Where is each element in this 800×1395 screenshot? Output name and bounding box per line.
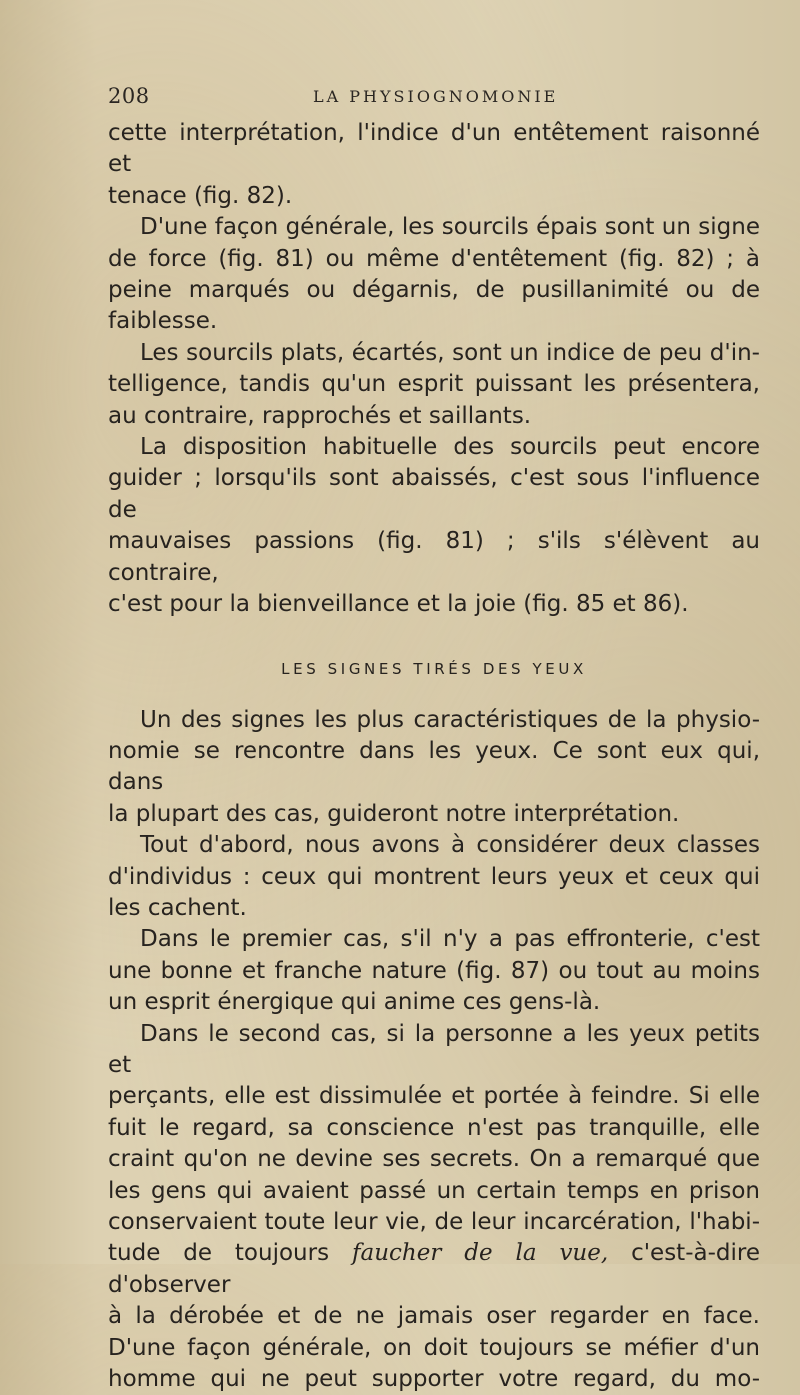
text-line: nomie se rencontre dans les yeux. Ce sont eux qui, dans: [108, 737, 760, 796]
text-line: guider ; lorsqu'ils sont abaissés, c'est sous l'influence de: [108, 465, 760, 523]
paragraph: [108, 893, 760, 924]
paragraph: [108, 956, 760, 987]
text-line: D'une façon générale, les sourcils épais sont un signe: [140, 214, 760, 241]
text-line: mauvaises passions (fig. 81) ; s'ils s'élèvent au contraire,: [108, 528, 760, 586]
paragraph: [108, 401, 760, 432]
paragraph: [108, 1238, 760, 1301]
paragraph: [108, 212, 760, 243]
text-line: La disposition habituelle des sourcils peut encore: [140, 434, 760, 461]
paragraph: [108, 736, 760, 799]
paragraph: [108, 1176, 760, 1207]
text-line: Dans le premier cas, s'il n'y a pas effronterie, c'est: [140, 926, 760, 953]
text-line: fuit le regard, sa conscience n'est pas tranquille, elle: [108, 1114, 760, 1141]
text-line: faiblesse.: [108, 308, 218, 335]
paragraph: [108, 369, 760, 400]
paragraph: [108, 306, 760, 337]
paragraph: [108, 1144, 760, 1175]
paragraph: [108, 830, 760, 861]
text-line: une bonne et franche nature (fig. 87) ou tout au moins: [108, 957, 760, 984]
text-line: Tout d'abord, nous avons à considérer deux classes: [140, 832, 760, 859]
text-line: conservaient toute leur vie, de leur incarcération, l'habi-: [108, 1209, 760, 1235]
text-line: la plupart des cas, guideront notre interprétation.: [108, 800, 680, 827]
section-heading: LES SIGNES TIRÉS DES YEUX: [281, 659, 587, 678]
text-line: D'une façon générale, on doit toujours se méfier d'un: [108, 1334, 760, 1361]
text-segment: tude de toujours: [108, 1240, 352, 1267]
text-line: de force (fig. 81) ou même d'entêtement (fig. 82) ; à: [108, 245, 760, 272]
text-line: Un des signes les plus caractéristiques de la physio-: [140, 706, 760, 733]
paragraph: [108, 799, 760, 830]
paragraph: [108, 244, 760, 275]
text-line: à la dérobée et de ne jamais oser regarder en face.: [108, 1303, 760, 1330]
text-line: craint qu'on ne devine ses secrets. On a remarqué que: [108, 1146, 760, 1173]
text-line: un esprit énergique qui anime ces gens-là.: [108, 989, 601, 1016]
paragraph: [108, 275, 760, 306]
paragraph: [108, 1081, 760, 1112]
text-line: perçants, elle est dissimulée et portée à feindre. Si elle: [108, 1083, 760, 1110]
paragraph: [108, 181, 760, 212]
text-line: les gens qui avaient passé un certain temps en prison: [108, 1177, 760, 1204]
paragraph: [108, 924, 760, 955]
paragraph: [108, 1364, 760, 1395]
text-line: au contraire, rapprochés et saillants.: [108, 402, 532, 429]
paragraph: [108, 526, 760, 589]
text-line: Dans le second cas, si la personne a les yeux petits et: [108, 1020, 760, 1078]
paragraph: [108, 987, 760, 1018]
running-head: [108, 84, 760, 114]
text-line: telligence, tandis qu'un esprit puissant les présentera,: [108, 371, 760, 398]
paragraph: [108, 705, 760, 736]
text-segment: c'est-à-dire d'observer: [108, 1240, 760, 1298]
text-line: tenace (fig. 82).: [108, 182, 293, 209]
page-number: 208: [108, 84, 150, 108]
text-line: c'est pour la bienveillance et la joie (fig. 85 et 86).: [108, 591, 689, 618]
text-line: d'individus : ceux qui montrent leurs yeux et ceux qui: [108, 863, 760, 890]
paragraph: [108, 1207, 760, 1238]
paragraph: [108, 1333, 760, 1364]
body-text: [108, 118, 760, 1395]
paragraph: [108, 118, 760, 181]
running-title: LA PHYSIOGNOMONIE: [313, 87, 559, 106]
text-line: [108, 1238, 760, 1301]
text-line: homme qui ne peut supporter votre regard, du mo-: [108, 1366, 760, 1393]
italic-phrase: faucher de la vue,: [351, 1240, 609, 1267]
paragraph: [108, 862, 760, 893]
paragraph: [108, 589, 760, 620]
paragraph: [108, 1019, 760, 1082]
paragraph: [108, 1113, 760, 1144]
paragraph: [108, 338, 760, 369]
text-line: cette interprétation, l'indice d'un entêtement raisonné et: [108, 120, 760, 178]
paragraph: [108, 432, 760, 463]
paragraph: [108, 1301, 760, 1332]
text-line: peine marqués ou dégarnis, de pusillanimité ou de: [108, 277, 760, 304]
paragraph: [108, 463, 760, 526]
text-line: les cachent.: [108, 894, 247, 921]
text-line: Les sourcils plats, écartés, sont un indice de peu d'in-: [140, 339, 760, 366]
